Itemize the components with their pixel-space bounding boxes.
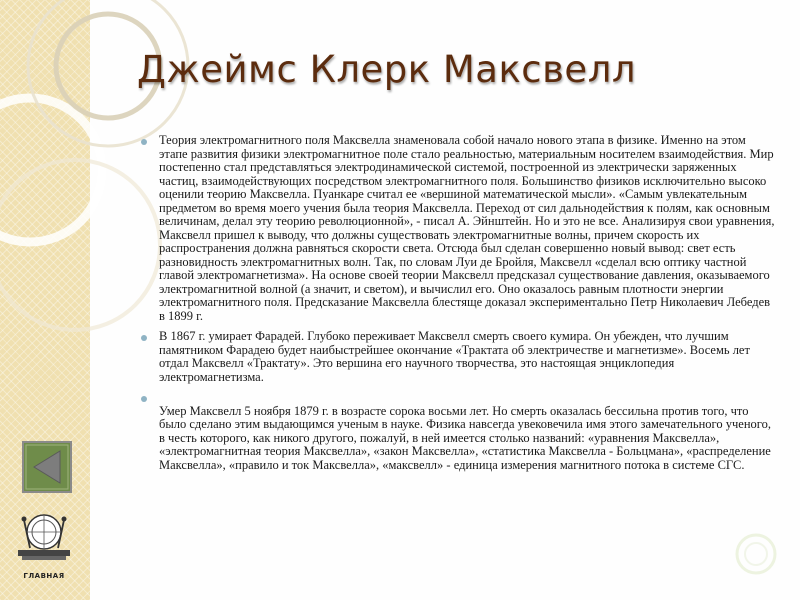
- paragraph-death: [137, 391, 777, 472]
- bullet-icon: [141, 139, 147, 145]
- home-label: ГЛАВНАЯ: [23, 572, 65, 580]
- paragraph-text: Теория электромагнитного поля Максвелла знаменовала собой начало нового этапа в физике. Именно на этом этапе развития физики электромагнитное поле стало реальностью, материальным носителем взаимодействия. Мир постепенно стал представляться электродинамической системой, построенной из электрически заряженных частиц, взаимодействующих посредством электромагнитного поля. Большинство физиков исключительно высоко оценили теорию Максвелла. Пуанкаре считал ее «вершиной математической мысли». «Самым увлекательным предметом во время моего учения была теория Максвелла. Переход от сил дальнодействия к полям, как основным величинам, делал эту теорию революционной», - писал А. Эйнштейн. Но и это не все. Анализируя свои уравнения, Максвелл пришел к выводу, что должны существовать электромагнитные волны, причем скорость их распространения должна равняться скорости света. Отсюда был сделан совершенно новый вывод: свет есть разновидность электромагнитных волн. Так, по словам Луи де Бройля, Максвелл «сделал всю оптику частной главой электромагнетизма». На основе своей теории Максвелл предсказал существование давления, оказываемого электромагнитной волной (а значит, и светом), и вычислил его. Оно оказалось равным плотности энергии электромагнитного поля. Предсказание Максвелла блестяще доказал экспериментально Петр Николаевич Лебедев в 1899 г.: [159, 133, 775, 323]
- home-emblem-icon: [10, 508, 78, 570]
- blank-line: [159, 391, 777, 405]
- slide-title: Джеймс Клерк Максвелл: [137, 48, 636, 91]
- paragraph-text: В 1867 г. умирает Фарадей. Глубоко переживает Максвелл смерть своего кумира. Он убежден, что лучшим памятником Фарадею будет наибыстрейшее окончание «Трактата об электричестве и магнетизме». Восемь лет отдал Максвелл «Трактату». Это вершина его научного творчества, это настоящая энциклопедия электромагнетизма.: [159, 329, 750, 384]
- bullet-icon: [141, 335, 147, 341]
- paragraph-theory: [137, 134, 777, 323]
- paragraph-text: Умер Максвелл 5 ноября 1879 г. в возрасте сорока восьми лет. Но смерть оказалась бессильна против того, что было сделано этим выдающимся ученым в науке. Физика навсегда увековечила имя этого замечательного ученого, в честь которого, как никого другого, пожалуй, в ней имеется столько названий: «уравнения Максвелла», «электромагнитная теория Максвелла», «закон Максвелла», «статистика Максвелла - Больцмана», «распределение Максвелла», «правило и ток Максвелла», «максвелл» - единица измерения магнитного потока в системе СГС.: [159, 403, 771, 472]
- paragraph-faraday: [137, 330, 777, 384]
- bullet-icon: [141, 396, 147, 402]
- home-button[interactable]: [10, 508, 78, 580]
- body-text: [137, 134, 777, 479]
- corner-decoration: [734, 528, 784, 578]
- back-button[interactable]: [22, 441, 72, 493]
- back-arrow-icon: [22, 441, 72, 493]
